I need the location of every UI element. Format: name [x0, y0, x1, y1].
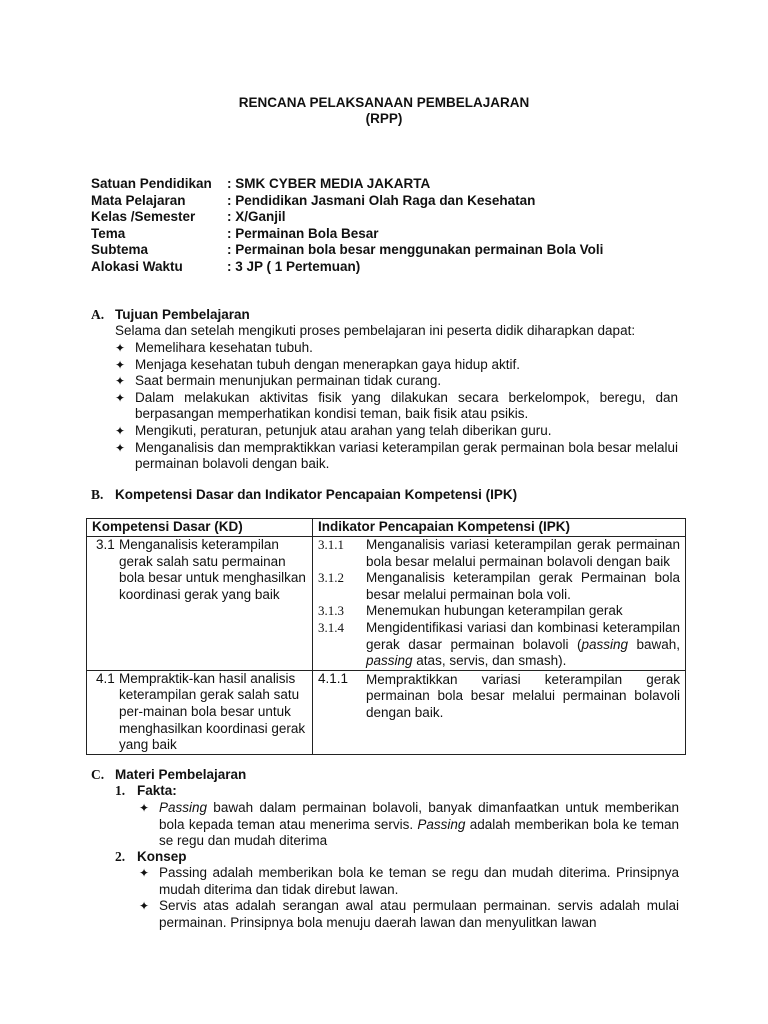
identity-value: : X/Ganjil [227, 209, 286, 224]
four-pointed-star-icon: ✦ [139, 801, 150, 815]
four-pointed-star-icon: ✦ [139, 899, 150, 914]
identity-value: : Pendidikan Jasmani Olah Raga dan Kesehatan [227, 193, 536, 208]
ipk-item: 4.1.1 Mempraktikkan variasi keterampilan gerak permainan bola besar melalui permainan bolavoli dengan baik. [318, 670, 680, 720]
list-item: ✦ Saat bermain menunjukan permainan tidak curang. [115, 373, 442, 389]
list-item: ✦ Servis atas adalah serangan awal atau permulaan permainan. servis adalah mulai permainan. Prinsipnya bola menuju daerah lawan dan menyulitkan lawan [139, 898, 679, 930]
identity-label: Satuan Pendidikan [91, 176, 212, 191]
table-header-kd: Kompetensi Dasar (KD) [87, 519, 313, 537]
identity-label: Kelas /Semester [91, 209, 196, 224]
ipk-cell [313, 537, 686, 671]
identity-value: : 3 JP ( 1 Pertemuan) [227, 259, 361, 274]
four-pointed-star-icon: ✦ [115, 423, 126, 438]
section-b-heading: B. Kompetensi Dasar dan Indikator Pencapaian Kompetensi (IPK) [91, 487, 518, 502]
identity-value: : SMK CYBER MEDIA JAKARTA [227, 176, 431, 191]
four-pointed-star-icon: ✦ [115, 341, 126, 355]
objective-list [115, 340, 678, 473]
identity-label: Mata Pelajaran [91, 193, 186, 208]
table-row [87, 537, 686, 671]
ipk-cell [313, 670, 686, 754]
four-pointed-star-icon: ✦ [115, 390, 126, 405]
list-item: ✦ Menganalisis dan mempraktikkan variasi keterampilan gerak permainan bola besar melalui permainan bolavoli dengan baik. [115, 439, 678, 472]
identity-row [91, 176, 430, 193]
ipk-item: 3.1.2 Menganalisis keterampilan gerak Permainan bola besar melalui permainan bola voli. [318, 570, 680, 602]
competency-table [86, 518, 686, 755]
ipk-item: 3.1.1 Menganalisis variasi keterampilan gerak permainan bola besar melalui permainan bolavoli dengan baik [318, 537, 680, 569]
identity-row [91, 193, 535, 210]
table-header-ipk: Indikator Pencapaian Kompetensi (IPK) [313, 519, 686, 537]
konsep-heading: 2. Konsep [115, 849, 187, 864]
list-item: ✦ Dalam melakukan aktivitas fisik yang dilakukan secara berkelompok, beregu, dan berpasangan memperhatikan kondisi teman, baik fisik atau psikis. [115, 389, 678, 422]
list-item: ✦ Passing bawah dalam permainan bolavoli, banyak dimanfaatkan untuk memberikan bola kepada teman atau menerima servis. Passing adalah memberikan bola ke teman se regu dan mudah diterima [139, 800, 679, 849]
kd-cell: 4.1 Mempraktik-kan hasil analisis keterampilan gerak salah satu per-mainan bola besar untuk menghasilkan koordinasi gerak yang baik [87, 670, 313, 754]
four-pointed-star-icon: ✦ [115, 357, 126, 372]
four-pointed-star-icon: ✦ [139, 866, 150, 880]
identity-label: Subtema [91, 242, 149, 257]
identity-row [91, 226, 379, 243]
section-c-heading: C. Materi Pembelajaran [91, 767, 247, 782]
table-row [87, 670, 686, 754]
list-item: ✦ Passing adalah memberikan bola ke teman se regu dan mudah diterima. Prinsipnya mudah diterima dan tidak direbut lawan. [139, 865, 679, 897]
identity-row [91, 242, 603, 259]
fakta-heading: 1. Fakta: [115, 783, 177, 798]
ipk-item: 3.1.3 Menemukan hubungan keterampilan gerak [318, 603, 623, 619]
identity-label: Tema [91, 226, 126, 241]
identity-row [91, 209, 286, 226]
section-a-intro: Selama dan setelah mengikuti proses pembelajaran ini peserta didik diharapkan dapat: [115, 323, 636, 338]
konsep-list [139, 865, 679, 931]
identity-value: : Permainan Bola Besar [227, 226, 379, 241]
identity-row [91, 259, 360, 276]
identity-value: : Permainan bola besar menggunakan permainan Bola Voli [227, 242, 604, 257]
section-a-heading: A. Tujuan Pembelajaran [91, 307, 250, 322]
four-pointed-star-icon: ✦ [115, 374, 126, 389]
list-item: ✦ Mengikuti, peraturan, petunjuk atau arahan yang telah diberikan guru. [115, 422, 552, 438]
document-title: RENCANA PELAKSANAAN PEMBELAJARAN [238, 95, 530, 110]
fakta-list [139, 800, 679, 850]
list-item: ✦ Menjaga kesehatan tubuh dengan menerapkan gaya hidup aktif. [115, 356, 521, 372]
four-pointed-star-icon: ✦ [115, 440, 126, 455]
list-item: ✦ Memelihara kesehatan tubuh. [115, 340, 313, 355]
kd-cell: 3.1 Menganalisis keterampilan gerak salah satu permainan bola besar untuk menghasilkan koordinasi gerak yang baik [87, 537, 313, 671]
document-subtitle: (RPP) [365, 111, 403, 126]
ipk-item: 3.1.4 Mengidentifikasi variasi dan kombinasi keterampilan gerak dasar permainan bolavoli (passing bawah, passing atas, servis, dan smash). [318, 619, 680, 669]
identity-label: Alokasi Waktu [91, 259, 183, 274]
